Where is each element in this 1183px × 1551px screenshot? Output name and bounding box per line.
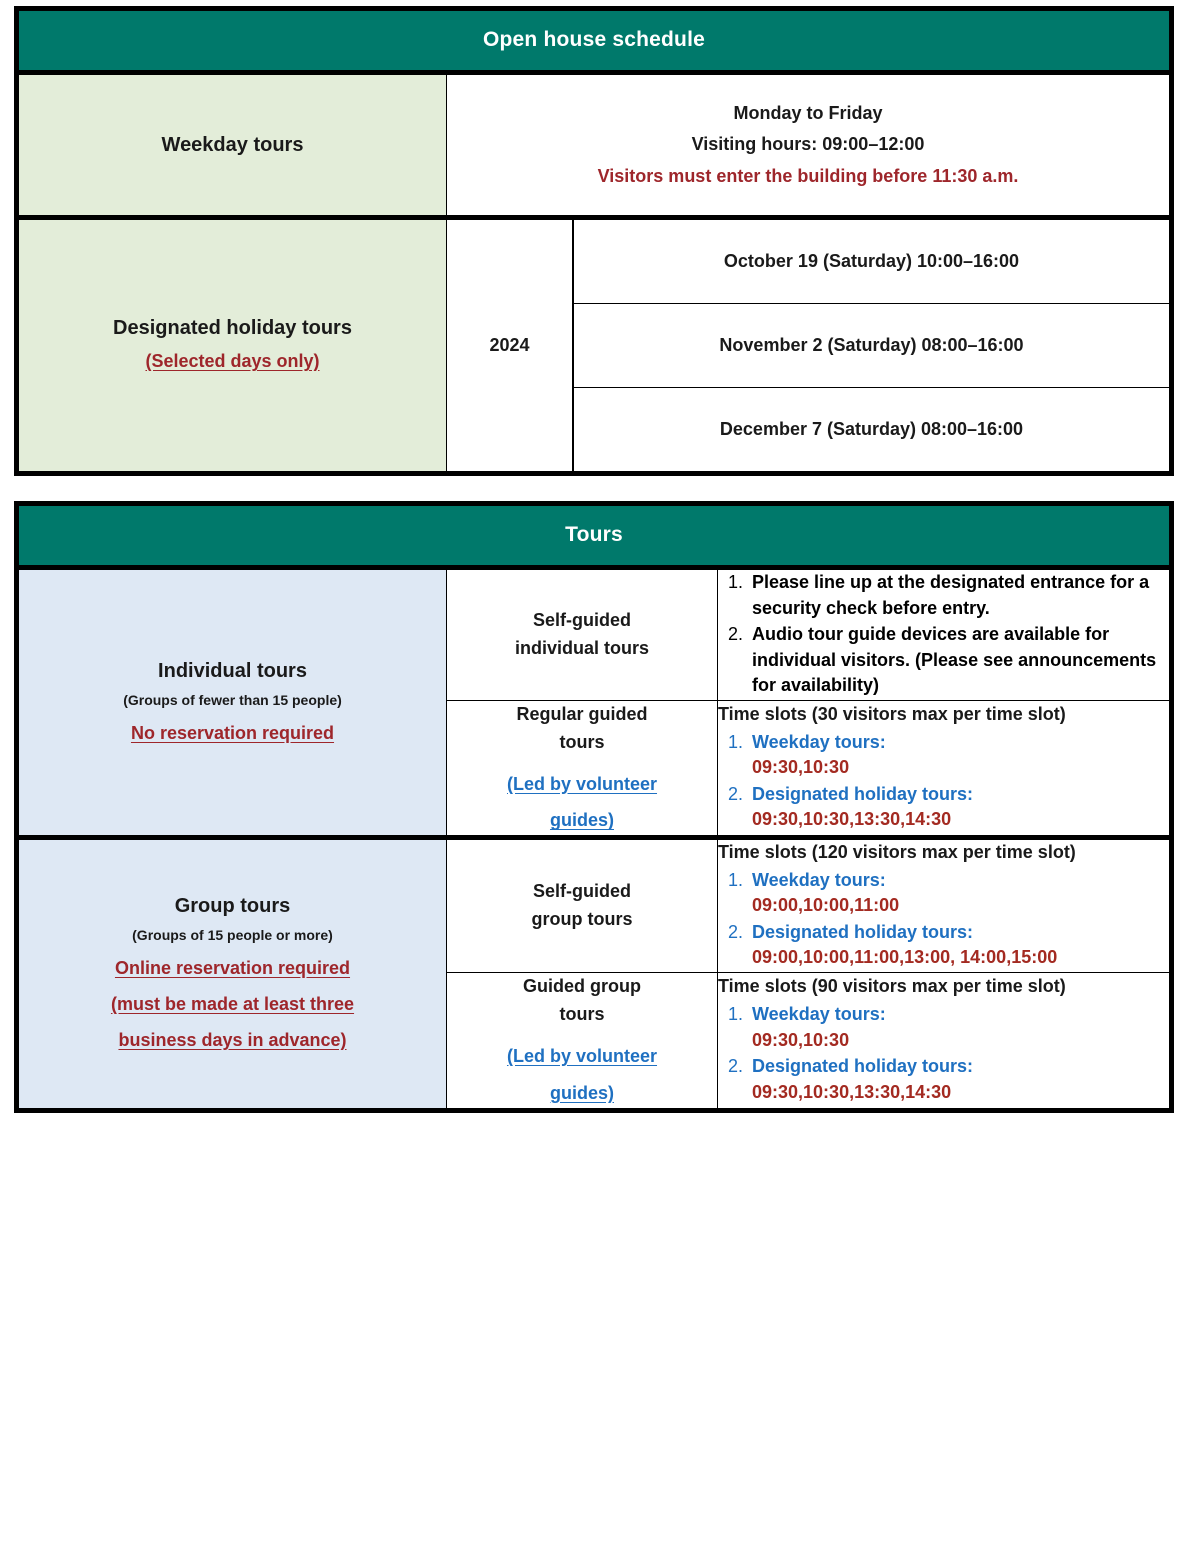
group-guided-slots: [718, 1002, 1169, 1105]
holiday-date-row: [574, 220, 1170, 304]
group-selfguided-slots: [718, 868, 1169, 971]
list-item: [748, 920, 1169, 971]
slot-label: Weekday tours:: [752, 1003, 886, 1024]
slot-label: Designated holiday tours:: [752, 921, 974, 942]
holiday-dates-cell: [573, 218, 1172, 474]
group-tours-note-line3: business days in advance): [118, 1029, 347, 1050]
individual-selfguided-row: [17, 568, 1172, 701]
group-tours-title: Group tours: [174, 895, 291, 918]
individual-selfguided-instructions: [718, 570, 1169, 699]
individual-selfguided-type-line1: Self-guided: [533, 609, 631, 630]
individual-guided-slots: [718, 730, 1169, 833]
weekday-tours-label-cell: [17, 73, 447, 218]
slot-label: Weekday tours:: [752, 731, 886, 752]
slot-times: 09:30,10:30: [752, 757, 850, 778]
tours-header-title: Tours: [565, 523, 623, 546]
holiday-year: 2024: [489, 334, 530, 355]
individual-tours-label-cell: [17, 568, 447, 838]
individual-selfguided-type-line2: individual tours: [514, 637, 649, 658]
individual-tours-title: Individual tours: [158, 659, 307, 682]
schedule-header-row: [17, 9, 1172, 73]
list-item: [748, 1002, 1169, 1053]
group-guided-type-cell: [447, 973, 718, 1111]
group-selfguided-row: [17, 838, 1172, 973]
holiday-date-2: November 2 (Saturday) 08:00–16:00: [574, 304, 1170, 388]
group-guided-capacity: Time slots (90 visitors max per time slot): [718, 976, 1066, 997]
group-selfguided-type-line2: group tours: [531, 909, 633, 930]
slot-label: Designated holiday tours:: [752, 1056, 974, 1077]
holiday-date-row: [574, 388, 1170, 472]
individual-guided-detail-cell: [718, 700, 1172, 838]
weekday-tours-label: Weekday tours: [161, 133, 304, 156]
holiday-date-3: December 7 (Saturday) 08:00–16:00: [574, 388, 1170, 472]
group-tours-note-line1: Online reservation required: [114, 958, 351, 979]
group-selfguided-capacity: Time slots (120 visitors max per time slot): [718, 842, 1076, 863]
individual-guided-type-line1: Regular guided: [516, 703, 648, 724]
slot-times: 09:30,10:30,13:30,14:30: [752, 1081, 952, 1102]
weekday-entry-note: Visitors must enter the building before 11:30 a.m.: [597, 165, 1019, 186]
group-tours-note-line2: (must be made at least three: [110, 994, 355, 1014]
holiday-tours-label: Designated holiday tours: [113, 317, 352, 340]
individual-tours-subtitle: (Groups of fewer than 15 people): [123, 691, 342, 708]
list-item: [748, 730, 1169, 781]
holiday-date-1: October 19 (Saturday) 10:00–16:00: [574, 220, 1170, 304]
list-item: 1. Please line up at the designated entrance for a security check before entry.: [748, 570, 1169, 621]
holiday-date-row: [574, 304, 1170, 388]
schedule-header-title: Open house schedule: [482, 28, 705, 51]
individual-tours-note: No reservation required: [130, 722, 335, 743]
open-house-schedule-table: [14, 6, 1174, 476]
group-selfguided-type-cell: [447, 838, 718, 973]
group-tours-subtitle: (Groups of 15 people or more): [132, 927, 333, 944]
list-item: [748, 782, 1169, 833]
group-guided-type-line1: Guided group: [523, 976, 641, 997]
slot-label: Designated holiday tours:: [752, 783, 974, 804]
list-item: [748, 868, 1169, 919]
individual-guided-type-note-line1[interactable]: (Led by volunteer: [506, 773, 658, 794]
individual-guided-type-cell: [447, 700, 718, 838]
weekday-days: Monday to Friday: [733, 102, 883, 123]
holiday-tours-label-note: (Selected days only): [145, 351, 320, 372]
tours-table: [14, 501, 1174, 1113]
table-gap: [14, 476, 1169, 501]
group-guided-detail-cell: [718, 973, 1172, 1111]
individual-guided-capacity: Time slots (30 visitors max per time slot): [718, 704, 1066, 725]
group-guided-type-note-line2[interactable]: guides): [549, 1082, 614, 1103]
holiday-tours-row: [17, 218, 1172, 474]
schedule-header-cell: [17, 9, 1172, 73]
weekday-hours: Visiting hours: 09:00–12:00: [691, 134, 925, 155]
slot-times: 09:00,10:00,11:00: [752, 895, 900, 916]
group-guided-type-note-line1[interactable]: (Led by volunteer: [506, 1045, 658, 1066]
weekday-tours-row: [17, 73, 1172, 218]
slot-label: Weekday tours:: [752, 869, 886, 890]
individual-guided-type-line2: tours: [559, 731, 605, 752]
slot-times: 09:00,10:00,11:00,13:00, 14:00,15:00: [752, 947, 1058, 968]
individual-selfguided-detail-cell: [718, 568, 1172, 701]
slot-times: 09:30,10:30: [752, 1029, 850, 1050]
holiday-tours-label-cell: [17, 218, 447, 474]
holiday-dates-list: [573, 220, 1169, 471]
slot-times: 09:30,10:30,13:30,14:30: [752, 809, 952, 830]
list-item: [748, 1054, 1169, 1105]
weekday-tours-detail-cell: [447, 73, 1172, 218]
holiday-year-cell: [447, 218, 573, 474]
group-selfguided-type-line1: Self-guided: [533, 881, 631, 902]
individual-guided-type-note-line2[interactable]: guides): [549, 810, 614, 831]
list-item: 2. Audio tour guide devices are available for individual visitors. (Please see announcements for availability): [748, 622, 1169, 699]
tours-header-row: [17, 504, 1172, 568]
group-guided-type-line2: tours: [559, 1003, 605, 1024]
group-selfguided-detail-cell: [718, 838, 1172, 973]
tours-header-cell: [17, 504, 1172, 568]
group-tours-label-cell: [17, 838, 447, 1110]
individual-selfguided-type-cell: [447, 568, 718, 701]
